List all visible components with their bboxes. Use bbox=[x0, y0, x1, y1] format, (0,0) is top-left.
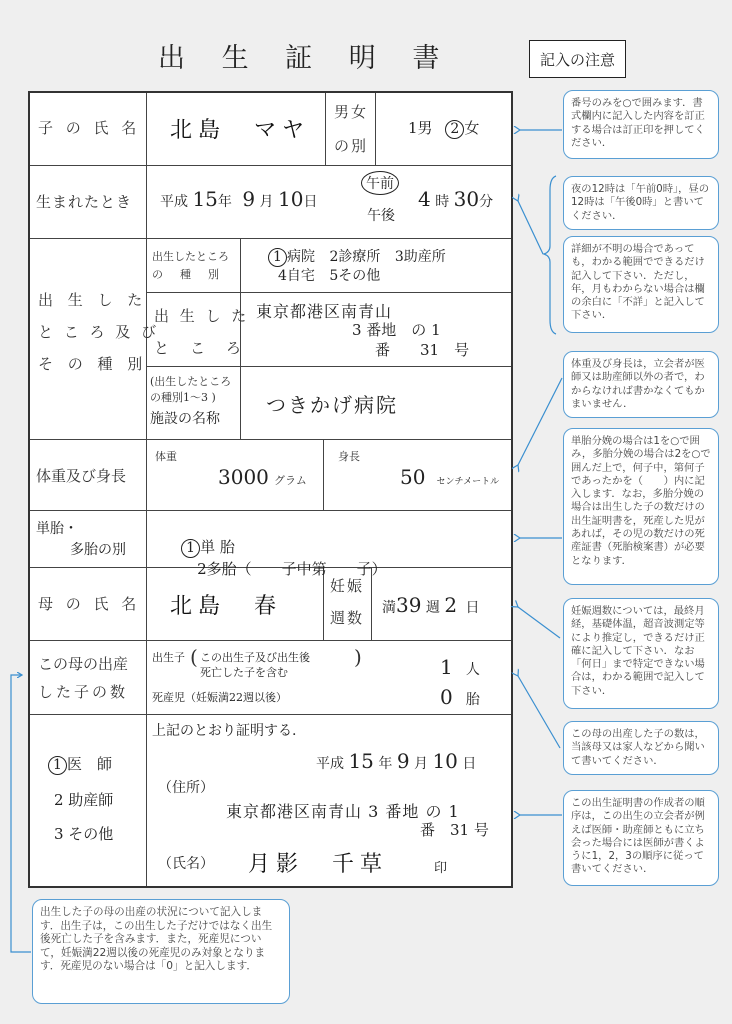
row-divider bbox=[30, 165, 511, 166]
row-divider bbox=[30, 714, 511, 715]
height-label: 身長 bbox=[338, 450, 360, 463]
gestation-label-line2: 週数 bbox=[330, 609, 365, 627]
gestation-weeks[interactable]: 39 bbox=[396, 593, 422, 617]
birth-clock[interactable] bbox=[418, 187, 493, 211]
gestation-field[interactable] bbox=[382, 593, 480, 617]
certification-statement: 上記のとおり証明する. bbox=[152, 723, 297, 739]
single-birth-circled[interactable]: 1 bbox=[181, 539, 200, 558]
col-divider bbox=[323, 439, 324, 510]
col-divider bbox=[146, 93, 147, 886]
row-divider bbox=[146, 366, 511, 367]
hour-unit: 時 bbox=[435, 194, 450, 210]
month-unit: 月 bbox=[259, 194, 274, 210]
facility-name-value[interactable]: つきかげ病院 bbox=[266, 393, 398, 417]
certifier-name-value[interactable]: 月影 千草 bbox=[248, 852, 389, 877]
certifier-doctor-option[interactable] bbox=[48, 753, 112, 775]
note-multiple-birth: 単胎分娩の場合は1を○で囲み，多胎分娩の場合は2を○で囲んだ上で，何子中，第何子であったかを（ ）内に記入します．なお，多胎分娩の場合は出生した子の数だけの出生証明書を，死産した児があれば，その児の数だけの死産証書（死胎検案書）が必要となります． bbox=[563, 428, 719, 585]
facility-label-line1: (出生したところ bbox=[150, 375, 232, 388]
height-field[interactable] bbox=[400, 465, 499, 489]
cert-year[interactable]: 15 bbox=[348, 749, 374, 773]
gestation-prefix: 満 bbox=[382, 600, 396, 616]
live-unit: 人 bbox=[465, 662, 480, 678]
place-type-hospital-circled[interactable]: 1 bbox=[268, 248, 287, 267]
stillborn-count[interactable]: 0 bbox=[440, 685, 453, 709]
certifier-doctor-label: 医 師 bbox=[67, 755, 113, 773]
place-label-line2: と こ ろ bbox=[154, 339, 245, 357]
cert-day-unit: 日 bbox=[462, 756, 477, 772]
note-mother-births: 出生した子の母の出産の状況について記入します．出生子は，この出生した子だけではなく出生後死亡した子を含みます．また，死産児について，妊娠満22週以後の死産児のみ対象となります．死産児のない場合は「0」と記入します． bbox=[32, 899, 290, 1004]
birth-certificate-form bbox=[28, 91, 513, 888]
year-unit: 年 bbox=[217, 194, 232, 210]
weight-height-label: 体重及び身長 bbox=[36, 467, 127, 485]
row-divider bbox=[30, 640, 511, 641]
facility-label-line3: 施設の名称 bbox=[150, 411, 220, 427]
children-label-line2: した子の数 bbox=[38, 683, 129, 701]
certifier-doctor-circled[interactable]: 1 bbox=[48, 756, 67, 775]
child-name-label: 子 の 氏 名 bbox=[38, 119, 141, 137]
place-type-midwifery[interactable]: 3助産所 bbox=[394, 249, 446, 265]
birth-minute[interactable]: 30 bbox=[453, 187, 480, 211]
certifier-other-option[interactable]: 3 その他 bbox=[54, 825, 114, 843]
birth-time-label: 生まれたとき bbox=[36, 193, 133, 211]
sex-option-female-circled[interactable]: 2 bbox=[445, 120, 464, 139]
note-children-count: この母の出産した子の数は，当該母又は家人などから聞いて書いてください． bbox=[563, 721, 719, 775]
birth-day[interactable]: 10 bbox=[278, 187, 304, 211]
cert-month-unit: 月 bbox=[414, 756, 428, 772]
child-name-value[interactable]: 北島 マヤ bbox=[170, 118, 311, 143]
stillborn-label: 死産児（妊娠満22週以後） bbox=[152, 691, 287, 704]
day-unit: 日 bbox=[303, 194, 318, 210]
live-births-label: 出生子 bbox=[152, 651, 185, 664]
cert-era: 平成 bbox=[316, 756, 344, 772]
row-divider bbox=[30, 510, 511, 511]
certifier-address-line2[interactable]: 番 31 号 bbox=[420, 821, 489, 839]
certification-date[interactable] bbox=[316, 749, 476, 773]
am-option-circled[interactable]: 午前 bbox=[361, 171, 399, 195]
height-value[interactable]: 50 bbox=[400, 465, 426, 489]
certifier-name-label: （氏名） bbox=[158, 856, 214, 872]
cert-month[interactable]: 9 bbox=[396, 749, 410, 773]
place-type-label-line2: の 種 別 bbox=[152, 268, 222, 281]
live-note-line2: 死亡した子を含む bbox=[200, 666, 288, 679]
birth-date[interactable] bbox=[160, 187, 317, 211]
live-note-line1: この出生子及び出生後 bbox=[200, 651, 310, 664]
children-label-line1: この母の出産 bbox=[38, 655, 129, 673]
days-unit: 日 bbox=[465, 600, 480, 616]
row-divider bbox=[30, 238, 511, 239]
place-address-line1[interactable]: 東京都港区南青山 bbox=[256, 302, 393, 321]
certifier-address-label: （住所） bbox=[158, 780, 214, 796]
height-unit: センチメートル bbox=[436, 477, 500, 487]
weight-label: 体重 bbox=[155, 450, 177, 463]
row-divider bbox=[30, 439, 511, 440]
minute-unit: 分 bbox=[479, 194, 494, 210]
stillborn-unit: 胎 bbox=[465, 692, 480, 708]
place-address-line3[interactable]: 番 31 号 bbox=[375, 341, 470, 359]
facility-label-line2: の種別1〜3 ) bbox=[150, 391, 216, 404]
stillborn-count-field[interactable] bbox=[440, 685, 480, 709]
paren-open: ( bbox=[190, 645, 198, 669]
mother-name-value[interactable]: 北島 春 bbox=[170, 594, 283, 619]
place-type-options-row2[interactable] bbox=[278, 265, 380, 285]
note-weight-height: 体重及び身長は，立会者が医師又は助産師以外の者で，わからなければ書かなくてもかまいません． bbox=[563, 351, 719, 418]
certifier-midwife-option[interactable]: 2 助産師 bbox=[54, 791, 114, 809]
place-address-line2[interactable]: 3 番地 の 1 bbox=[352, 321, 441, 339]
place-type-clinic[interactable]: 2診療所 bbox=[329, 249, 381, 265]
single-birth-option[interactable]: 単 胎 bbox=[200, 538, 235, 556]
cert-year-unit: 年 bbox=[378, 756, 393, 772]
seal-mark: 印 bbox=[434, 861, 448, 876]
note-certifier-order: この出生証明書の作成者の順序は，この出生の立会者が例えば医師・助産師ともに立ち会った場合には医師が書くように1，2，3の順序に従って書いてください． bbox=[563, 790, 719, 886]
era: 平成 bbox=[160, 194, 188, 210]
paren-close: ) bbox=[354, 645, 362, 669]
birth-month[interactable]: 9 bbox=[242, 187, 256, 211]
live-count-field[interactable] bbox=[440, 655, 480, 679]
note-gestation: 妊娠週数については，最終月経，基礎体温，超音波測定等により推定し，できるだけ正確に記入して下さい．なお「何日」まで特定できない場合は，わかる範囲で記入して下さい． bbox=[563, 598, 719, 709]
cert-day[interactable]: 10 bbox=[432, 749, 458, 773]
gestation-label-line1: 妊娠 bbox=[330, 577, 365, 595]
sex-label-line1: 男女 bbox=[334, 103, 369, 121]
live-count[interactable]: 1 bbox=[440, 655, 453, 679]
notes-header: 記入の注意 bbox=[529, 40, 626, 78]
place-type-home[interactable]: 4自宅 bbox=[278, 268, 315, 284]
place-type-label-line1: 出生したところ bbox=[152, 250, 229, 263]
multiple-label-line2: 多胎の別 bbox=[70, 542, 126, 558]
sex-label-line2: の別 bbox=[334, 137, 369, 155]
multiple-birth-option[interactable]: 2多胎（ 子中第 子） bbox=[197, 560, 387, 578]
page-title: 出 生 証 明 書 bbox=[158, 43, 454, 74]
birth-year[interactable]: 15 bbox=[192, 187, 218, 211]
birthplace-label-line3: そ の 種 別 bbox=[38, 355, 148, 373]
multiple-label-line1: 単胎・ bbox=[36, 521, 78, 537]
row-divider bbox=[146, 292, 511, 293]
sex-option-female: 女 bbox=[464, 119, 480, 137]
place-type-options-row1[interactable] bbox=[268, 246, 446, 267]
birthplace-label-line2: と こ ろ 及 び bbox=[38, 323, 160, 341]
weight-field[interactable] bbox=[218, 465, 307, 489]
mother-name-label: 母 の 氏 名 bbox=[38, 595, 141, 613]
birthplace-label-line1: 出 生 し た bbox=[38, 291, 148, 309]
pm-option[interactable]: 午後 bbox=[367, 208, 395, 224]
birth-hour[interactable]: 4 bbox=[418, 187, 431, 211]
place-type-hospital[interactable]: 病院 bbox=[287, 249, 315, 265]
gestation-days[interactable]: 2 bbox=[444, 593, 458, 617]
note-circle-numbers: 番号のみを○で囲みます．書式欄内に記入した内容を訂正する場合は訂正印を押してください． bbox=[563, 90, 719, 159]
weight-value[interactable]: 3000 bbox=[218, 465, 269, 489]
place-type-other[interactable]: 5その他 bbox=[329, 268, 381, 284]
weight-unit: グラム bbox=[274, 474, 307, 487]
note-unknown-details: 詳細が不明の場合であっても，わかる範囲でできるだけ記入して下さい．ただし，年，月もわからない場合は欄の余白に「不詳」と記入して下さい． bbox=[563, 236, 719, 333]
place-label-line1: 出 生 し た bbox=[154, 307, 250, 325]
sex-option-male[interactable]: 1男 bbox=[408, 119, 433, 137]
certifier-address-line1[interactable]: 東京都港区南青山 3 番地 の 1 bbox=[226, 802, 460, 821]
weeks-unit: 週 bbox=[425, 600, 440, 616]
note-midnight: 夜の12時は「午前0時」，昼の12時は「午後0時」と書いてください． bbox=[563, 176, 719, 230]
col-divider bbox=[325, 93, 326, 165]
sex-options[interactable] bbox=[408, 117, 479, 139]
col-divider bbox=[375, 93, 376, 165]
